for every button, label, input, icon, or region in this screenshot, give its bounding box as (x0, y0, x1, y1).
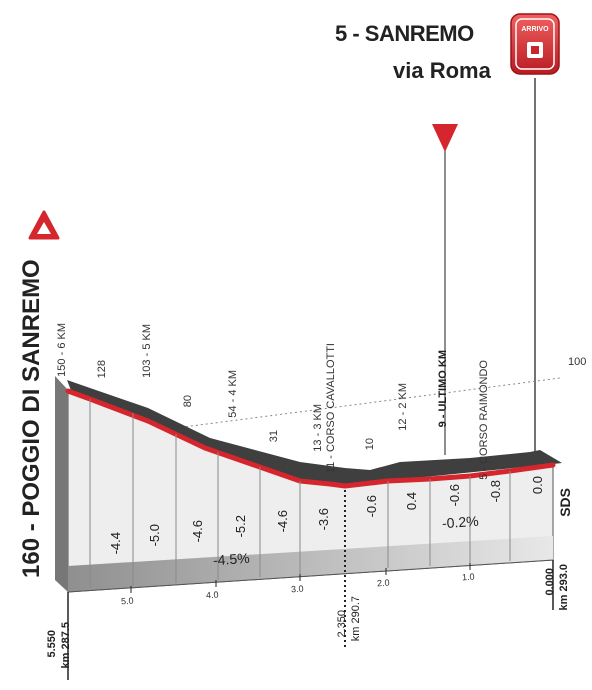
start-km-distance: 5.550 (46, 630, 58, 658)
waypoint-label: 11 - CORSO CAVALLOTTI (325, 343, 337, 474)
gradient-value: -5.0 (147, 524, 162, 547)
waypoint-label: 80 (182, 395, 194, 408)
finish-title: 5 - SANREMO (335, 21, 474, 46)
km-tick-label: 2.0 (376, 577, 390, 589)
km-tick-label: 4.0 (205, 589, 219, 601)
gradient-value: -4.6 (275, 510, 290, 533)
finish-subtitle: via Roma (393, 58, 491, 83)
waypoint-label: 13 - 3 KM (312, 404, 324, 452)
waypoint-label: 12 - 2 KM (397, 383, 409, 431)
km-tick-label: 1.0 (461, 571, 475, 583)
intermediate-km-distance: 2.350 (336, 610, 348, 638)
arrivo-badge-icon (511, 14, 559, 74)
gradient-value: -4.4 (108, 532, 123, 555)
last-km-label: 9 - ULTIMO KM (437, 350, 449, 428)
start-title: 160 - POGGIO DI SANREMO (18, 259, 45, 578)
gradient-value: 0.0 (530, 476, 545, 495)
gradient-value: -0.6 (364, 495, 379, 518)
waypoint-label: 54 - 4 KM (227, 370, 239, 418)
profile-left-side (55, 376, 68, 592)
km-tick-label: 5.0 (120, 595, 134, 607)
gradient-value: -4.6 (190, 520, 205, 543)
average-gradient: -0.2% (441, 512, 480, 532)
gradient-value: -0.8 (488, 480, 503, 503)
gradient-value: 0.4 (404, 492, 419, 511)
finish-km-distance: 0.000 (544, 568, 556, 596)
intermediate-km-total: km 290.7 (350, 596, 362, 642)
sds-label: SDS (557, 488, 573, 517)
average-gradient: -4.5% (212, 549, 251, 569)
start-triangle-icon (30, 212, 58, 238)
altitude-reference-label: 100 (568, 356, 587, 368)
waypoint-label: 5 - CORSO RAIMONDO (478, 360, 490, 480)
waypoint-label: 128 (96, 360, 108, 379)
waypoint-label: 10 (364, 438, 376, 451)
waypoint-label: 103 - 5 KM (141, 324, 153, 378)
finish-km-total: km 293.0 (558, 564, 570, 611)
km-tick-label: 3.0 (290, 583, 304, 595)
waypoint-label: 150 - 6 KM (56, 323, 68, 377)
gradient-value: -5.2 (233, 515, 248, 538)
start-km-total: km 287.5 (60, 622, 72, 669)
gradient-value: -3.6 (316, 508, 331, 531)
gradient-value: -0.6 (447, 484, 462, 507)
waypoint-label: 31 (268, 430, 280, 443)
last-km-triangle-icon (432, 124, 458, 152)
arrivo-badge-text: ARRIVO (521, 26, 549, 33)
